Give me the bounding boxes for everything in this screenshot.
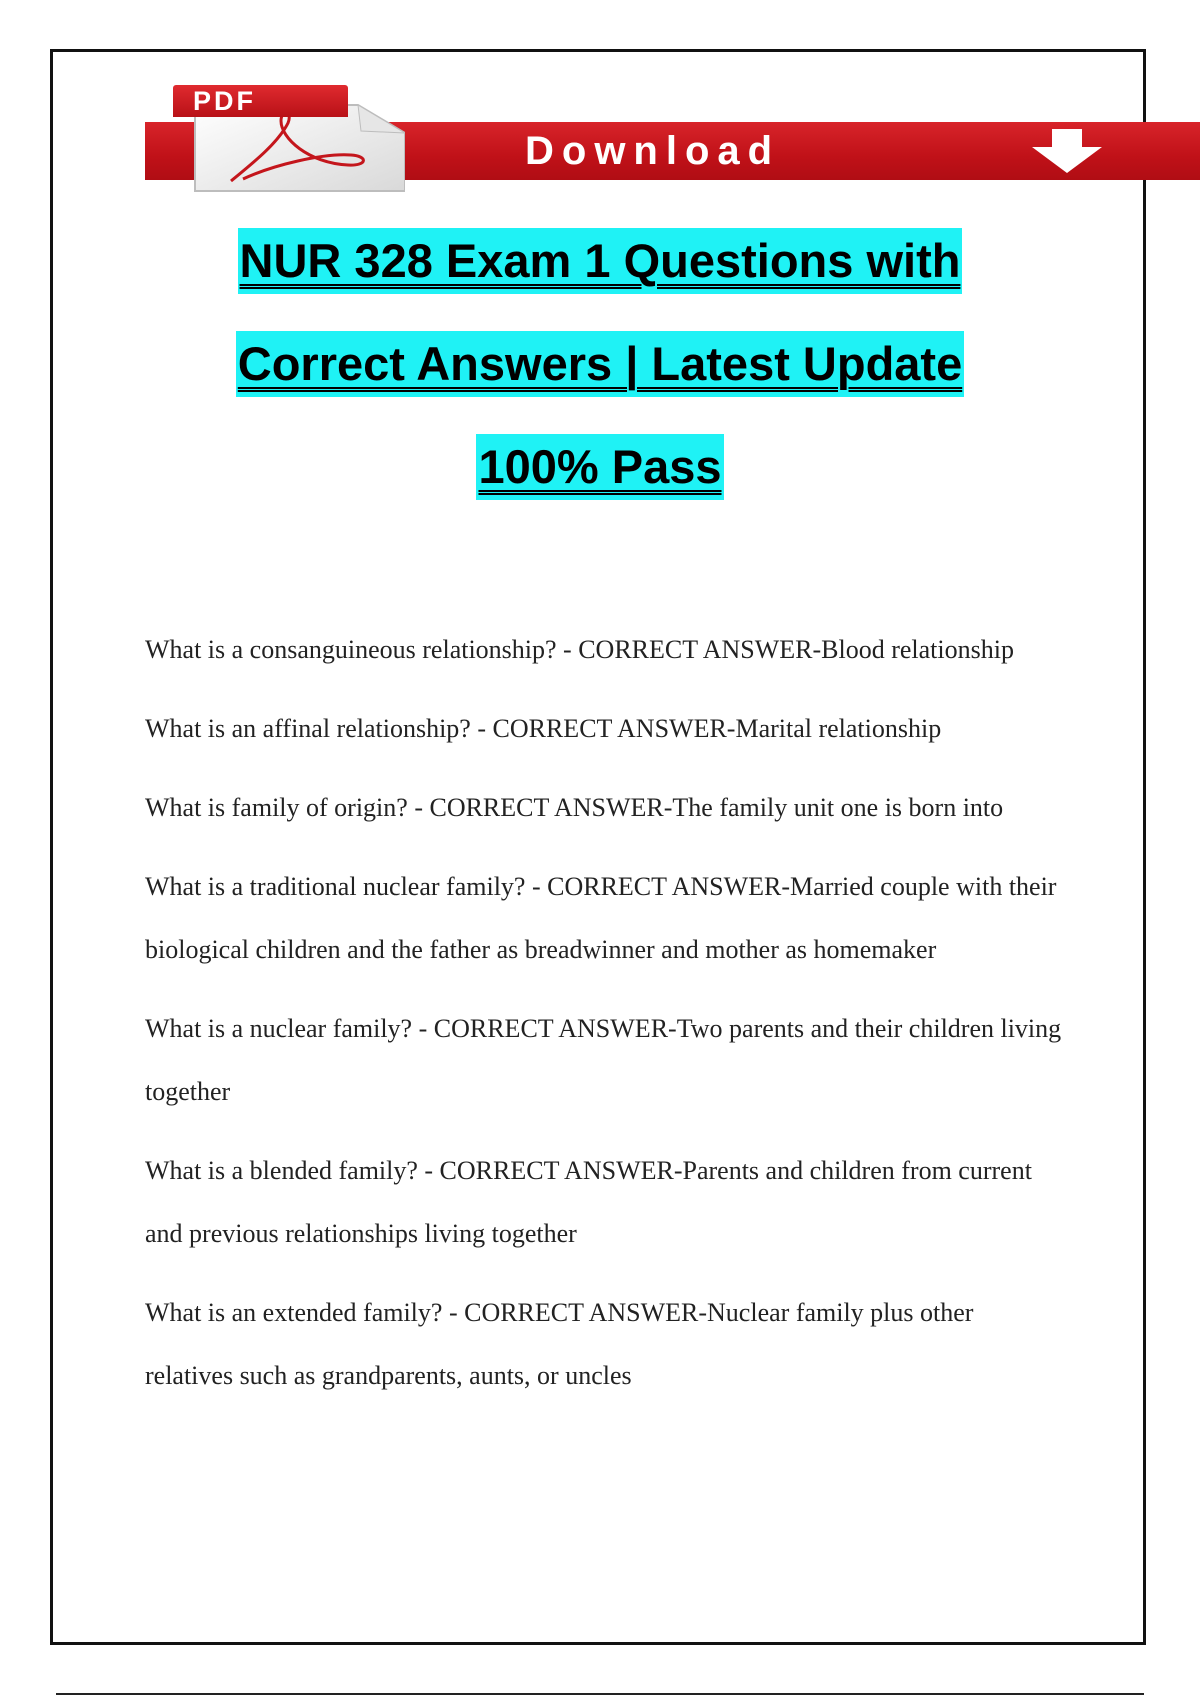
pdf-label: PDF [173, 85, 348, 117]
qa-item: What is a consanguineous relationship? - CORRECT ANSWER-Blood relationship [145, 635, 1014, 664]
title-line-3: 100% Pass [476, 434, 723, 500]
title-line-2: Correct Answers | Latest Update [236, 331, 964, 397]
bottom-rule [56, 1693, 1144, 1695]
download-label[interactable]: Download [525, 129, 781, 173]
qa-item: What is an extended family? - CORRECT ANSWER-Nuclear family plus other relatives such as grandparents, aunts, or uncles [145, 1298, 974, 1390]
qa-item: What is a traditional nuclear family? - CORRECT ANSWER-Married couple with their biological children and the father as breadwinner and mother as homemaker [145, 872, 1057, 964]
qa-item: What is an affinal relationship? - CORRECT ANSWER-Marital relationship [145, 714, 942, 743]
arrow-down-icon[interactable] [1030, 129, 1104, 173]
pdf-file-icon [173, 83, 405, 193]
qa-list [145, 618, 1065, 1423]
qa-item: What is a nuclear family? - CORRECT ANSWER-Two parents and their children living together [145, 1014, 1062, 1106]
pdf-download-banner[interactable] [145, 78, 1200, 196]
qa-item: What is a blended family? - CORRECT ANSWER-Parents and children from current and previous relationships living together [145, 1156, 1032, 1248]
title-line-1: NUR 328 Exam 1 Questions with [238, 228, 963, 294]
document-title [120, 228, 1080, 537]
qa-item: What is family of origin? - CORRECT ANSWER-The family unit one is born into [145, 793, 1004, 822]
